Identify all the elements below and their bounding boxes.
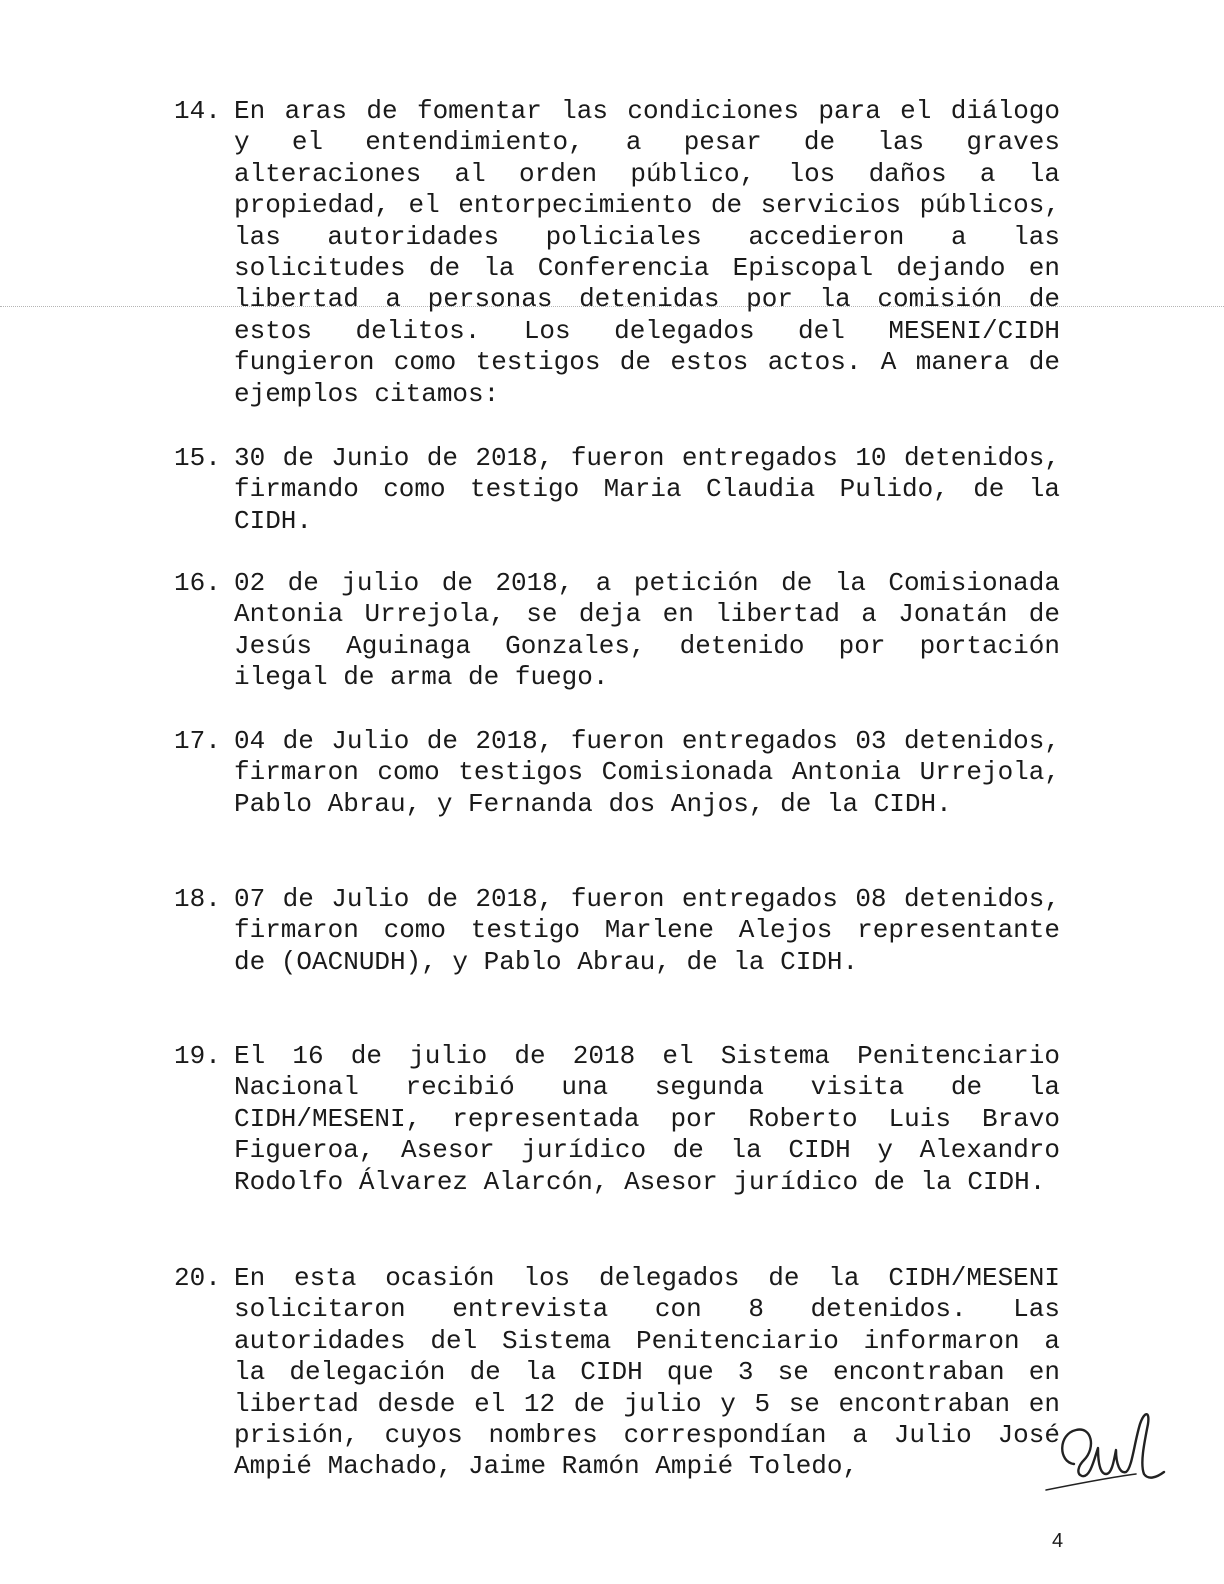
paragraph-17 [174,726,1060,820]
paragraph-14 [174,96,1060,410]
paragraph-number: 17. [174,726,221,756]
handwritten-signature [1036,1404,1166,1496]
paragraph-number: 19. [174,1041,221,1071]
paragraph-20 [174,1263,1060,1483]
paragraph-number: 18. [174,884,221,914]
paragraph-number: 20. [174,1263,221,1293]
paragraph-16 [174,568,1060,694]
paragraph-number: 15. [174,443,221,473]
paragraph-text: En aras de fomentar las condiciones para el diálogo y el entendimiento, a pesar de las graves alteraciones al orden público, los daños a la propiedad, el entorpecimiento de servicios públicos, las autoridades policiales accedieron a las solicitudes de la Conferencia Episcopal dejando en libertad a personas detenidas por la comisión de estos delitos. Los delegados del MESENI/CIDH fungieron como testigos de estos actos. A manera de ejemplos citamos: [234,96,1060,409]
paragraph-text: 30 de Junio de 2018, fueron entregados 10 detenidos, firmando como testigo Maria Claudia Pulido, de la CIDH. [234,443,1060,536]
paragraph-text: 07 de Julio de 2018, fueron entregados 08 detenidos, firmaron como testigo Marlene Alejos representante de (OACNUDH), y Pablo Abrau, de la CIDH. [234,884,1060,977]
paragraph-number: 16. [174,568,221,598]
paragraph-text: 04 de Julio de 2018, fueron entregados 03 detenidos, firmaron como testigos Comisionada Antonia Urrejola, Pablo Abrau, y Fernanda dos Anjos, de la CIDH. [234,726,1060,819]
paragraph-15 [174,443,1060,537]
paragraph-text: En esta ocasión los delegados de la CIDH/MESENI solicitaron entrevista con 8 detenidos. Las autoridades del Sistema Penitenciario informaron a la delegación de la CIDH que 3 se encontraban en libertad desde el 12 de julio y 5 se encontraban en prisión, cuyos nombres correspondían a Julio José Ampié Machado, Jaime Ramón Ampié Toledo, [234,1263,1060,1482]
paragraph-19 [174,1041,1060,1198]
paragraph-18 [174,884,1060,978]
page-number: 4 [1052,1530,1064,1552]
paragraph-number: 14. [174,96,221,126]
paragraph-text: El 16 de julio de 2018 el Sistema Penitenciario Nacional recibió una segunda visita de la CIDH/MESENI, representada por Roberto Luis Bravo Figueroa, Asesor jurídico de la CIDH y Alexandro Rodolfo Álvarez Alarcón, Asesor jurídico de la CIDH. [234,1041,1060,1197]
paragraph-text: 02 de julio de 2018, a petición de la Comisionada Antonia Urrejola, se deja en libertad a Jonatán de Jesús Aguinaga Gonzales, detenido por portación ilegal de arma de fuego. [234,568,1060,693]
